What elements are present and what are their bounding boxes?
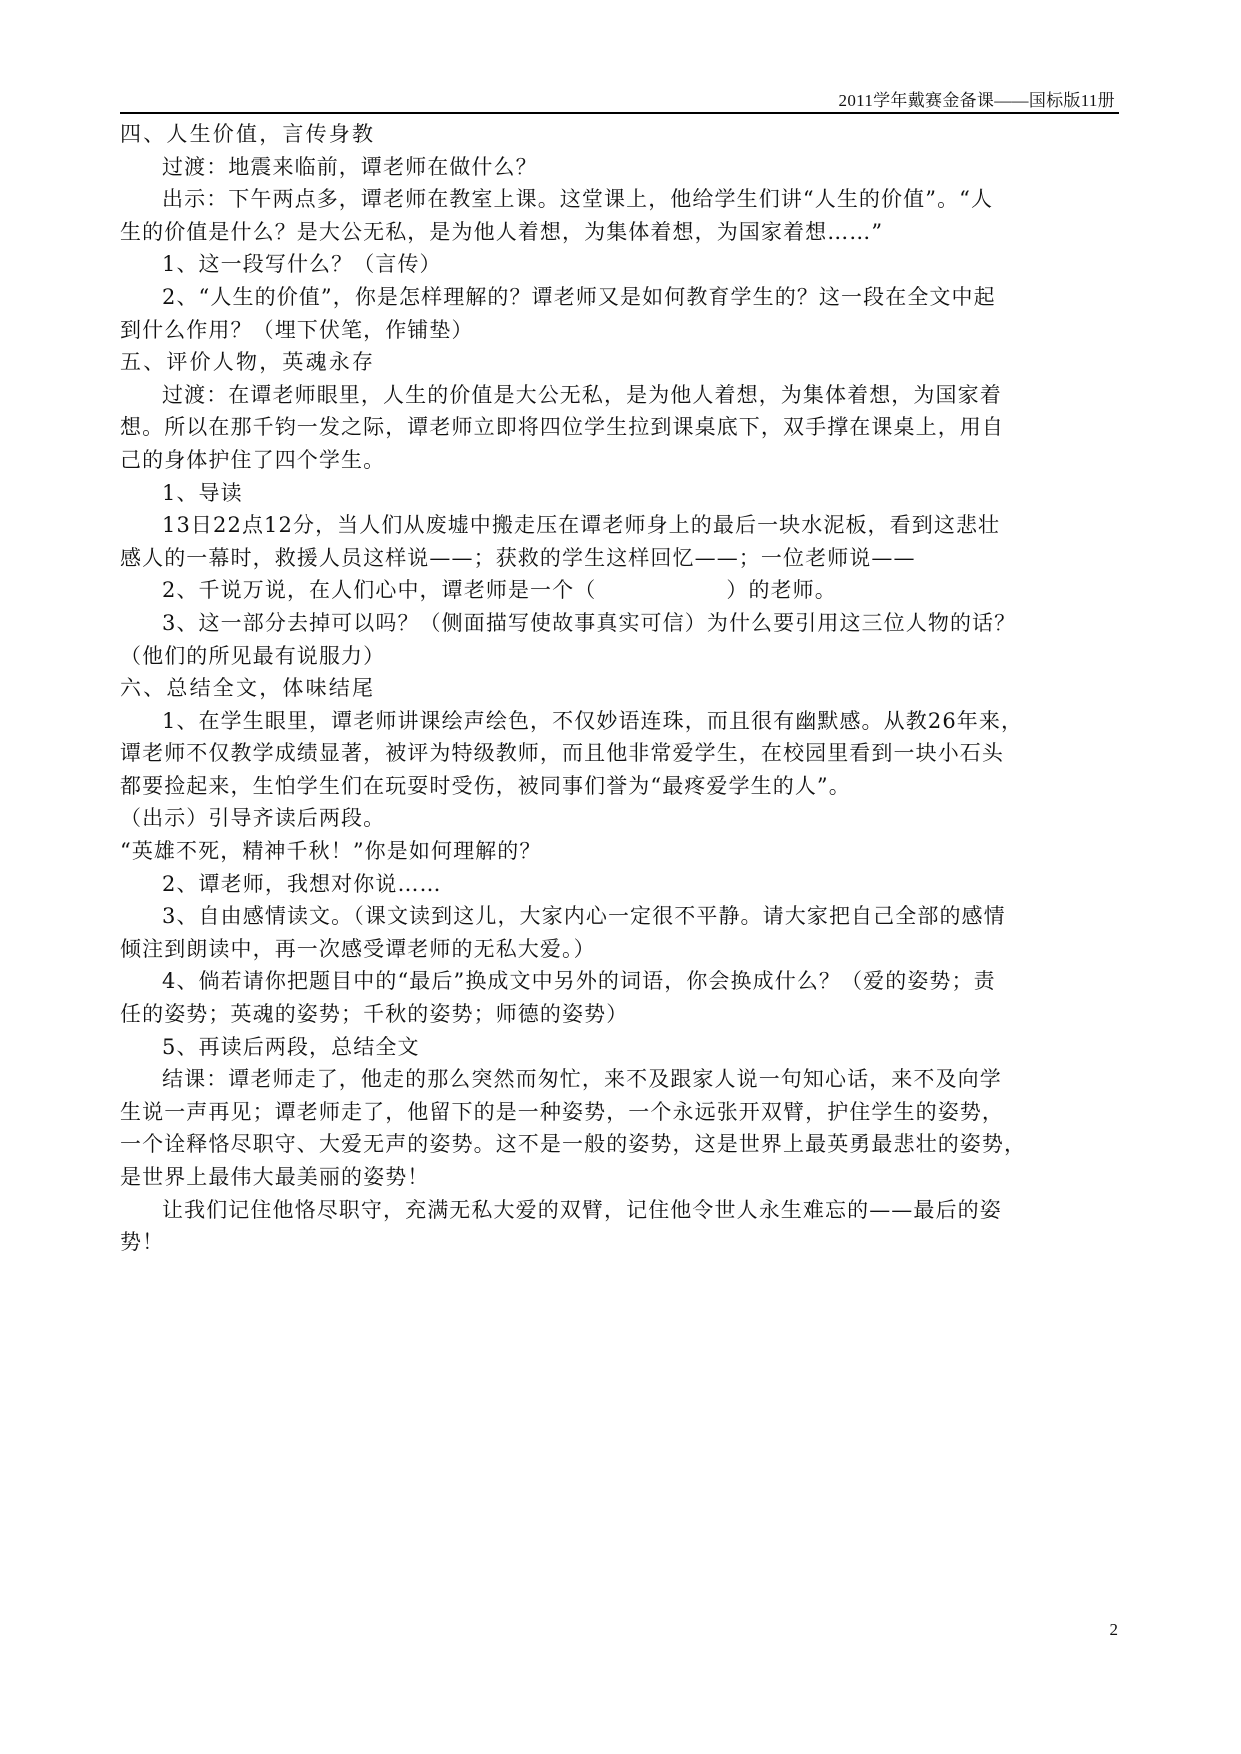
- paragraph-line: 3、自由感情读文。（课文读到这儿，大家内心一定很不平静。请大家把自己全部的感情: [162, 904, 1006, 929]
- paragraph-line: 都要捡起来，生怕学生们在玩耍时受伤，被同事们誉为“最疼爱学生的人”。: [120, 773, 851, 798]
- fill-in-blank-line: [120, 574, 1120, 607]
- paragraph-line: 2、“人生的价值”，你是怎样理解的？谭老师又是如何教育学生的？这一段在全文中起: [162, 284, 996, 309]
- paragraph-line: 是世界上最伟大最美丽的姿势！: [120, 1165, 430, 1189]
- paragraph-line: 感人的一幕时，救援人员这样说——；获救的学生这样回忆——；一位老师说——: [120, 545, 916, 570]
- paragraph-line: 出示：下午两点多，谭老师在教室上课。这堂课上，他给学生们讲“人生的价值”。“人: [162, 187, 994, 212]
- paragraph-line: 己的身体护住了四个学生。: [120, 447, 386, 472]
- blank-suffix-text: ）的老师。: [726, 578, 837, 603]
- page-header: [120, 82, 1119, 114]
- document-body: [120, 118, 1120, 1259]
- paragraph-line: 1、这一段写什么？（言传）: [162, 252, 442, 277]
- section-heading-5: 五、评价人物，英魂永存: [120, 350, 376, 375]
- section-heading-4: 四、人生价值，言传身教: [120, 122, 376, 146]
- paragraph-line: （出示）引导齐读后两段。: [120, 806, 386, 831]
- paragraph-line: 让我们记住他恪尽职守，充满无私大爱的双臂，记住他令世人永生难忘的——最后的姿: [162, 1197, 1002, 1222]
- paragraph-line: 13日22点12分，当人们从废墟中搬走压在谭老师身上的最后一块水泥板，看到这悲壮: [162, 513, 1001, 538]
- paragraph-line: 3、这一部分去掉可以吗？（侧面描写使故事真实可信）为什么要引用这三位人物的话？: [162, 610, 1017, 635]
- paragraph-line: 生说一声再见；谭老师走了，他留下的是一种姿势，一个永远张开双臂，护住学生的姿势，: [120, 1099, 1004, 1124]
- paragraph-line: 想。所以在那千钧一发之际，谭老师立即将四位学生拉到课桌底下，双手撑在课桌上，用自: [120, 415, 1004, 440]
- paragraph-line: 结课：谭老师走了，他走的那么突然而匆忙，来不及跟家人说一句知心话，来不及向学: [162, 1067, 1002, 1092]
- paragraph-line: 生的价值是什么？是大公无私，是为他人着想，为集体着想，为国家着想……”: [120, 219, 884, 244]
- paragraph-line: 1、在学生眼里，谭老师讲课绘声绘色，不仅妙语连珠，而且很有幽默感。从教26年来，: [162, 708, 1024, 733]
- paragraph-line: 任的姿势；英魂的姿势；千秋的姿势；师德的姿势）: [120, 1002, 629, 1027]
- blank-prefix-text: 2、千说万说，在人们心中，谭老师是一个（: [162, 578, 597, 603]
- paragraph-line: 一个诠释恪尽职守、大爱无声的姿势。这不是一般的姿势，这是世界上最英勇最悲壮的姿势，: [120, 1132, 1027, 1157]
- paragraph-line: （他们的所见最有说服力）: [120, 643, 386, 668]
- paragraph-line: 谭老师不仅教学成绩显著，被评为特级教师，而且他非常爱学生，在校园里看到一块小石头: [120, 741, 1004, 766]
- paragraph-line: 过渡：地震来临前，谭老师在做什么？: [162, 154, 538, 179]
- paragraph-line: 1、导读: [162, 480, 243, 505]
- paragraph-line: 4、倘若请你把题目中的“最后”换成文中另外的词语，你会换成什么？（爱的姿势；责: [162, 969, 996, 994]
- header-title: 2011学年戴赛金备课——国标版11册: [838, 91, 1115, 110]
- paragraph-line: “英雄不死，精神千秋！”你是如何理解的？: [120, 839, 542, 864]
- section-heading-6: 六、总结全文，体味结尾: [120, 676, 376, 701]
- paragraph-line: 到什么作用？（埋下伏笔，作铺垫）: [120, 317, 474, 342]
- page-number: 2: [1109, 1620, 1118, 1639]
- paragraph-line: 势！: [120, 1230, 165, 1255]
- paragraph-line: 5、再读后两段，总结全文: [162, 1034, 420, 1059]
- paragraph-line: 倾注到朗读中，再一次感受谭老师的无私大爱。）: [120, 936, 596, 961]
- paragraph-line: 2、谭老师，我想对你说……: [162, 871, 442, 896]
- paragraph-line: 过渡：在谭老师眼里，人生的价值是大公无私，是为他人着想，为集体着想，为国家着: [162, 382, 1002, 407]
